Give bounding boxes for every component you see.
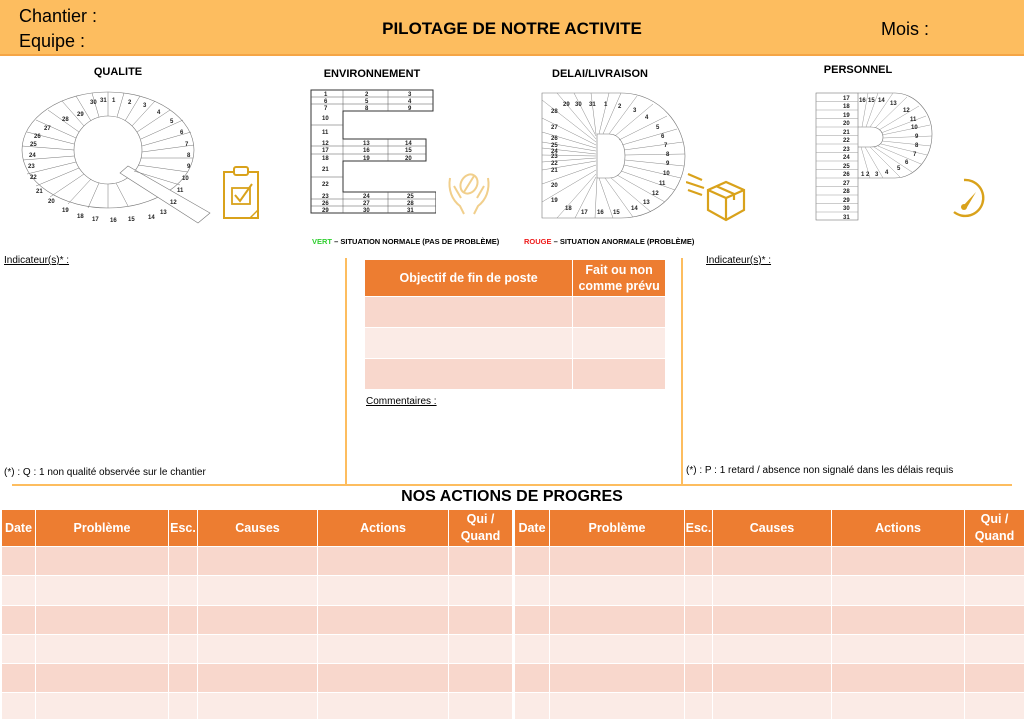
- header-actions: Actions: [832, 510, 965, 547]
- actions-cell[interactable]: [2, 693, 36, 719]
- actions-cell[interactable]: [550, 605, 685, 634]
- svg-text:22: 22: [551, 161, 558, 167]
- svg-text:30: 30: [90, 100, 97, 106]
- actions-cell[interactable]: [713, 576, 832, 605]
- svg-text:25: 25: [843, 164, 850, 170]
- svg-text:12: 12: [322, 141, 329, 147]
- svg-text:21: 21: [551, 168, 558, 174]
- svg-text:3: 3: [143, 103, 147, 109]
- svg-text:17: 17: [92, 217, 99, 223]
- svg-text:21: 21: [843, 130, 850, 136]
- actions-cell[interactable]: [169, 547, 198, 576]
- svg-text:6: 6: [661, 134, 665, 140]
- mois-label: Mois :: [881, 19, 930, 39]
- actions-body-right: [515, 547, 1024, 719]
- svg-text:6: 6: [324, 99, 328, 105]
- svg-text:18: 18: [565, 206, 572, 212]
- svg-text:9: 9: [187, 164, 191, 170]
- svg-text:21: 21: [322, 167, 329, 173]
- objectives-header-objectif: Objectif de fin de poste: [365, 260, 573, 297]
- svg-text:7: 7: [324, 106, 328, 112]
- right-footnote: (*) : P : 1 retard / absence non signalé dans les délais requis: [686, 465, 954, 476]
- actions-cell[interactable]: [832, 693, 965, 719]
- svg-text:27: 27: [551, 125, 558, 131]
- left-footnote: (*) : Q : 1 non qualité observée sur le chantier: [4, 467, 206, 478]
- actions-row: [2, 576, 513, 605]
- actions-row: [515, 576, 1024, 605]
- header-probleme: Problème: [550, 510, 685, 547]
- svg-text:5: 5: [170, 119, 174, 125]
- actions-cell[interactable]: [515, 634, 550, 663]
- actions-cell[interactable]: [550, 634, 685, 663]
- stopwatch-icon: [950, 176, 988, 227]
- svg-text:29: 29: [563, 102, 570, 108]
- qualite-day-tracker: [20, 88, 215, 228]
- svg-text:23: 23: [322, 194, 329, 200]
- actions-row: [2, 664, 513, 693]
- header-esc: Esc.: [169, 510, 198, 547]
- svg-text:24: 24: [843, 155, 850, 161]
- legend-green-word: VERT: [312, 237, 333, 246]
- svg-text:24: 24: [363, 194, 370, 200]
- svg-text:6: 6: [905, 160, 909, 166]
- objectives-cell[interactable]: [573, 359, 666, 390]
- actions-cell[interactable]: [36, 664, 169, 693]
- svg-text:26: 26: [322, 201, 329, 207]
- svg-text:20: 20: [551, 183, 558, 189]
- svg-text:28: 28: [843, 189, 850, 195]
- actions-cell[interactable]: [832, 664, 965, 693]
- actions-cell[interactable]: [2, 634, 36, 663]
- svg-text:7: 7: [664, 143, 668, 149]
- personnel-title: PERSONNEL: [823, 64, 893, 76]
- delai-title: DELAI/LIVRAISON: [552, 68, 648, 80]
- actions-cell[interactable]: [169, 693, 198, 719]
- actions-cell[interactable]: [515, 547, 550, 576]
- actions-row: [2, 634, 513, 663]
- svg-text:1: 1: [861, 172, 865, 178]
- svg-text:23: 23: [28, 164, 35, 170]
- divider-left: [345, 258, 347, 485]
- actions-row: [2, 605, 513, 634]
- actions-cell[interactable]: [713, 634, 832, 663]
- svg-text:10: 10: [322, 116, 329, 122]
- actions-row: [515, 693, 1024, 719]
- svg-text:10: 10: [663, 171, 670, 177]
- actions-cell[interactable]: [713, 605, 832, 634]
- svg-text:4: 4: [157, 110, 161, 116]
- actions-cell[interactable]: [713, 664, 832, 693]
- actions-cell[interactable]: [169, 664, 198, 693]
- actions-cell[interactable]: [198, 576, 318, 605]
- svg-text:2: 2: [128, 100, 132, 106]
- svg-text:13: 13: [890, 101, 897, 107]
- svg-text:5: 5: [365, 99, 369, 105]
- header-esc: Esc.: [685, 510, 713, 547]
- actions-cell[interactable]: [965, 605, 1024, 634]
- svg-text:22: 22: [30, 175, 37, 181]
- svg-text:11: 11: [322, 130, 329, 136]
- actions-cell[interactable]: [515, 605, 550, 634]
- actions-cell[interactable]: [318, 664, 449, 693]
- svg-text:20: 20: [48, 199, 55, 205]
- svg-text:28: 28: [551, 109, 558, 115]
- svg-text:8: 8: [187, 153, 191, 159]
- actions-cell[interactable]: [449, 664, 513, 693]
- svg-text:2: 2: [618, 104, 622, 110]
- svg-text:12: 12: [652, 191, 659, 197]
- actions-cell[interactable]: [318, 605, 449, 634]
- actions-cell[interactable]: [685, 547, 713, 576]
- legend-red: [524, 237, 694, 246]
- actions-cell[interactable]: [318, 693, 449, 719]
- svg-text:3: 3: [875, 172, 879, 178]
- svg-text:14: 14: [405, 141, 412, 147]
- svg-text:19: 19: [62, 208, 69, 214]
- svg-text:21: 21: [36, 189, 43, 195]
- actions-cell[interactable]: [449, 634, 513, 663]
- actions-cell[interactable]: [550, 547, 685, 576]
- actions-cell[interactable]: [198, 605, 318, 634]
- svg-text:19: 19: [363, 156, 370, 162]
- actions-cell[interactable]: [713, 547, 832, 576]
- actions-cell[interactable]: [685, 693, 713, 719]
- right-indicator-label: Indicateur(s)* :: [706, 255, 772, 266]
- svg-text:24: 24: [29, 153, 36, 159]
- objectives-header-fait: Fait ou non comme prévu: [573, 260, 666, 297]
- svg-text:9: 9: [666, 161, 670, 167]
- actions-cell[interactable]: [36, 605, 169, 634]
- header-qui-quand: Qui / Quand: [965, 510, 1024, 547]
- actions-cell[interactable]: [36, 547, 169, 576]
- actions-cell[interactable]: [2, 664, 36, 693]
- divider-right: [681, 258, 683, 485]
- svg-text:1: 1: [324, 92, 328, 98]
- actions-cell[interactable]: [832, 605, 965, 634]
- objectives-row: [365, 328, 666, 359]
- svg-text:9: 9: [408, 106, 412, 112]
- actions-cell[interactable]: [169, 576, 198, 605]
- header-bar: [0, 0, 1024, 56]
- objectives-row: [365, 359, 666, 390]
- svg-text:14: 14: [878, 98, 885, 104]
- actions-cell[interactable]: [198, 693, 318, 719]
- svg-text:27: 27: [843, 181, 850, 187]
- legend-red-text: – SITUATION ANORMALE (PROBLÈME): [551, 237, 695, 246]
- svg-text:25: 25: [30, 142, 37, 148]
- svg-text:16: 16: [110, 218, 117, 224]
- header-actions: Actions: [318, 510, 449, 547]
- actions-cell[interactable]: [965, 547, 1024, 576]
- svg-text:30: 30: [843, 206, 850, 212]
- svg-text:3: 3: [408, 92, 412, 98]
- legend-green-text: – SITUATION NORMALE (PAS DE PROBLÈME): [332, 237, 500, 246]
- objectives-cell[interactable]: [365, 359, 573, 390]
- actions-cell[interactable]: [832, 634, 965, 663]
- svg-text:11: 11: [177, 188, 184, 194]
- svg-text:26: 26: [34, 134, 41, 140]
- actions-cell[interactable]: [832, 547, 965, 576]
- actions-cell[interactable]: [36, 634, 169, 663]
- actions-row: [515, 664, 1024, 693]
- svg-text:23: 23: [843, 147, 850, 153]
- actions-cell[interactable]: [685, 664, 713, 693]
- svg-text:28: 28: [407, 201, 414, 207]
- svg-text:31: 31: [843, 215, 850, 221]
- svg-text:12: 12: [903, 108, 910, 114]
- qualite-title: QUALITE: [93, 66, 143, 78]
- actions-cell[interactable]: [832, 576, 965, 605]
- svg-text:20: 20: [843, 121, 850, 127]
- svg-text:29: 29: [843, 198, 850, 204]
- actions-header-row: [2, 510, 513, 547]
- svg-text:25: 25: [407, 194, 414, 200]
- svg-text:17: 17: [581, 210, 588, 216]
- actions-cell[interactable]: [198, 664, 318, 693]
- svg-text:7: 7: [913, 152, 917, 158]
- svg-text:25: 25: [551, 143, 558, 149]
- svg-text:23: 23: [551, 154, 558, 160]
- comments-label: Commentaires :: [366, 396, 437, 407]
- svg-text:24: 24: [551, 149, 558, 155]
- header-causes: Causes: [198, 510, 318, 547]
- actions-cell[interactable]: [169, 605, 198, 634]
- actions-cell[interactable]: [318, 576, 449, 605]
- left-indicator-label: Indicateur(s)* :: [4, 255, 70, 266]
- svg-text:26: 26: [843, 172, 850, 178]
- svg-text:4: 4: [885, 170, 889, 176]
- svg-text:7: 7: [185, 142, 189, 148]
- actions-cell[interactable]: [965, 576, 1024, 605]
- actions-row: [2, 547, 513, 576]
- fast-delivery-box-icon: [686, 170, 746, 227]
- objectives-row: [365, 297, 666, 328]
- header-date: Date: [2, 510, 36, 547]
- svg-text:5: 5: [897, 166, 901, 172]
- svg-text:11: 11: [659, 181, 666, 187]
- objectives-cell[interactable]: [573, 328, 666, 359]
- actions-cell[interactable]: [2, 576, 36, 605]
- svg-text:30: 30: [575, 102, 582, 108]
- actions-cell[interactable]: [2, 547, 36, 576]
- delai-day-tracker: [541, 92, 686, 220]
- actions-cell[interactable]: [965, 693, 1024, 719]
- header-qui-quand: Qui / Quand: [449, 510, 513, 547]
- svg-text:13: 13: [160, 210, 167, 216]
- svg-text:12: 12: [170, 200, 177, 206]
- svg-text:13: 13: [643, 200, 650, 206]
- svg-text:31: 31: [589, 102, 596, 108]
- clipboard-check-icon: [222, 164, 262, 225]
- svg-text:31: 31: [407, 208, 414, 214]
- actions-cell[interactable]: [169, 634, 198, 663]
- actions-cell[interactable]: [550, 693, 685, 719]
- svg-text:8: 8: [365, 106, 369, 112]
- chantier-label: Chantier :: [19, 6, 98, 26]
- actions-cell[interactable]: [515, 664, 550, 693]
- actions-cell[interactable]: [318, 634, 449, 663]
- personnel-day-tracker: [815, 92, 935, 222]
- actions-cell[interactable]: [713, 693, 832, 719]
- q-letter-shape: [20, 88, 215, 228]
- actions-cell[interactable]: [685, 576, 713, 605]
- svg-text:16: 16: [859, 98, 866, 104]
- environnement-day-tracker: [310, 89, 436, 215]
- actions-table-right: [514, 509, 1024, 719]
- svg-text:15: 15: [405, 148, 412, 154]
- svg-text:18: 18: [77, 214, 84, 220]
- svg-text:10: 10: [911, 125, 918, 131]
- svg-text:5: 5: [656, 125, 660, 131]
- legend-green: [312, 237, 499, 246]
- actions-cell[interactable]: [515, 693, 550, 719]
- actions-cell[interactable]: [550, 664, 685, 693]
- actions-cell[interactable]: [2, 605, 36, 634]
- svg-text:4: 4: [408, 99, 412, 105]
- actions-cell[interactable]: [198, 634, 318, 663]
- svg-text:9: 9: [915, 134, 919, 140]
- actions-header-row: [515, 510, 1024, 547]
- svg-text:30: 30: [363, 208, 370, 214]
- svg-text:14: 14: [631, 206, 638, 212]
- actions-cell[interactable]: [685, 605, 713, 634]
- svg-text:8: 8: [915, 143, 919, 149]
- svg-text:31: 31: [100, 98, 107, 104]
- svg-text:16: 16: [363, 148, 370, 154]
- svg-text:18: 18: [843, 104, 850, 110]
- actions-cell[interactable]: [515, 576, 550, 605]
- objectives-cell[interactable]: [365, 328, 573, 359]
- header-probleme: Problème: [36, 510, 169, 547]
- actions-cell[interactable]: [36, 693, 169, 719]
- objectives-table: [364, 259, 666, 390]
- svg-text:17: 17: [843, 96, 850, 102]
- svg-text:11: 11: [910, 117, 917, 123]
- actions-cell[interactable]: [685, 634, 713, 663]
- svg-text:13: 13: [363, 141, 370, 147]
- svg-text:8: 8: [666, 152, 670, 158]
- svg-text:15: 15: [868, 98, 875, 104]
- svg-text:19: 19: [551, 198, 558, 204]
- svg-text:26: 26: [551, 136, 558, 142]
- actions-cell[interactable]: [318, 547, 449, 576]
- svg-text:18: 18: [322, 156, 329, 162]
- actions-table-left: [1, 509, 513, 719]
- legend-red-word: ROUGE: [524, 237, 552, 246]
- page-title: PILOTAGE DE NOTRE ACTIVITE: [382, 19, 642, 38]
- svg-text:15: 15: [128, 217, 135, 223]
- actions-cell[interactable]: [36, 576, 169, 605]
- svg-text:29: 29: [322, 208, 329, 214]
- svg-text:2: 2: [866, 172, 870, 178]
- actions-row: [2, 693, 513, 719]
- actions-cell[interactable]: [449, 605, 513, 634]
- divider-horizontal: [12, 484, 1012, 486]
- svg-text:1: 1: [604, 102, 608, 108]
- objectives-header-row: [365, 260, 666, 297]
- svg-text:28: 28: [62, 117, 69, 123]
- svg-text:10: 10: [182, 176, 189, 182]
- actions-title: NOS ACTIONS DE PROGRES: [401, 488, 623, 505]
- svg-text:14: 14: [148, 215, 155, 221]
- svg-text:29: 29: [77, 112, 84, 118]
- actions-cell[interactable]: [449, 547, 513, 576]
- svg-text:22: 22: [322, 182, 329, 188]
- svg-text:1: 1: [112, 98, 116, 104]
- header-date: Date: [515, 510, 550, 547]
- header-causes: Causes: [713, 510, 832, 547]
- svg-text:20: 20: [405, 156, 412, 162]
- svg-text:17: 17: [322, 148, 329, 154]
- svg-text:27: 27: [44, 126, 51, 132]
- objectives-cell[interactable]: [573, 297, 666, 328]
- actions-body-left: [2, 547, 513, 719]
- svg-text:4: 4: [645, 115, 649, 121]
- actions-cell[interactable]: [965, 664, 1024, 693]
- hands-leaf-icon: [446, 168, 492, 221]
- actions-cell[interactable]: [449, 693, 513, 719]
- equipe-label: Equipe :: [19, 31, 86, 51]
- svg-text:15: 15: [613, 210, 620, 216]
- svg-text:22: 22: [843, 138, 850, 144]
- actions-cell[interactable]: [449, 576, 513, 605]
- actions-row: [515, 547, 1024, 576]
- actions-row: [515, 634, 1024, 663]
- objectives-cell[interactable]: [365, 297, 573, 328]
- svg-text:27: 27: [363, 201, 370, 207]
- svg-text:2: 2: [365, 92, 369, 98]
- svg-text:3: 3: [633, 108, 637, 114]
- environnement-title: ENVIRONNEMENT: [323, 68, 421, 80]
- svg-text:19: 19: [843, 113, 850, 119]
- svg-text:16: 16: [597, 210, 604, 216]
- actions-cell[interactable]: [965, 634, 1024, 663]
- actions-cell[interactable]: [550, 576, 685, 605]
- actions-row: [515, 605, 1024, 634]
- svg-text:6: 6: [180, 130, 184, 136]
- actions-cell[interactable]: [198, 547, 318, 576]
